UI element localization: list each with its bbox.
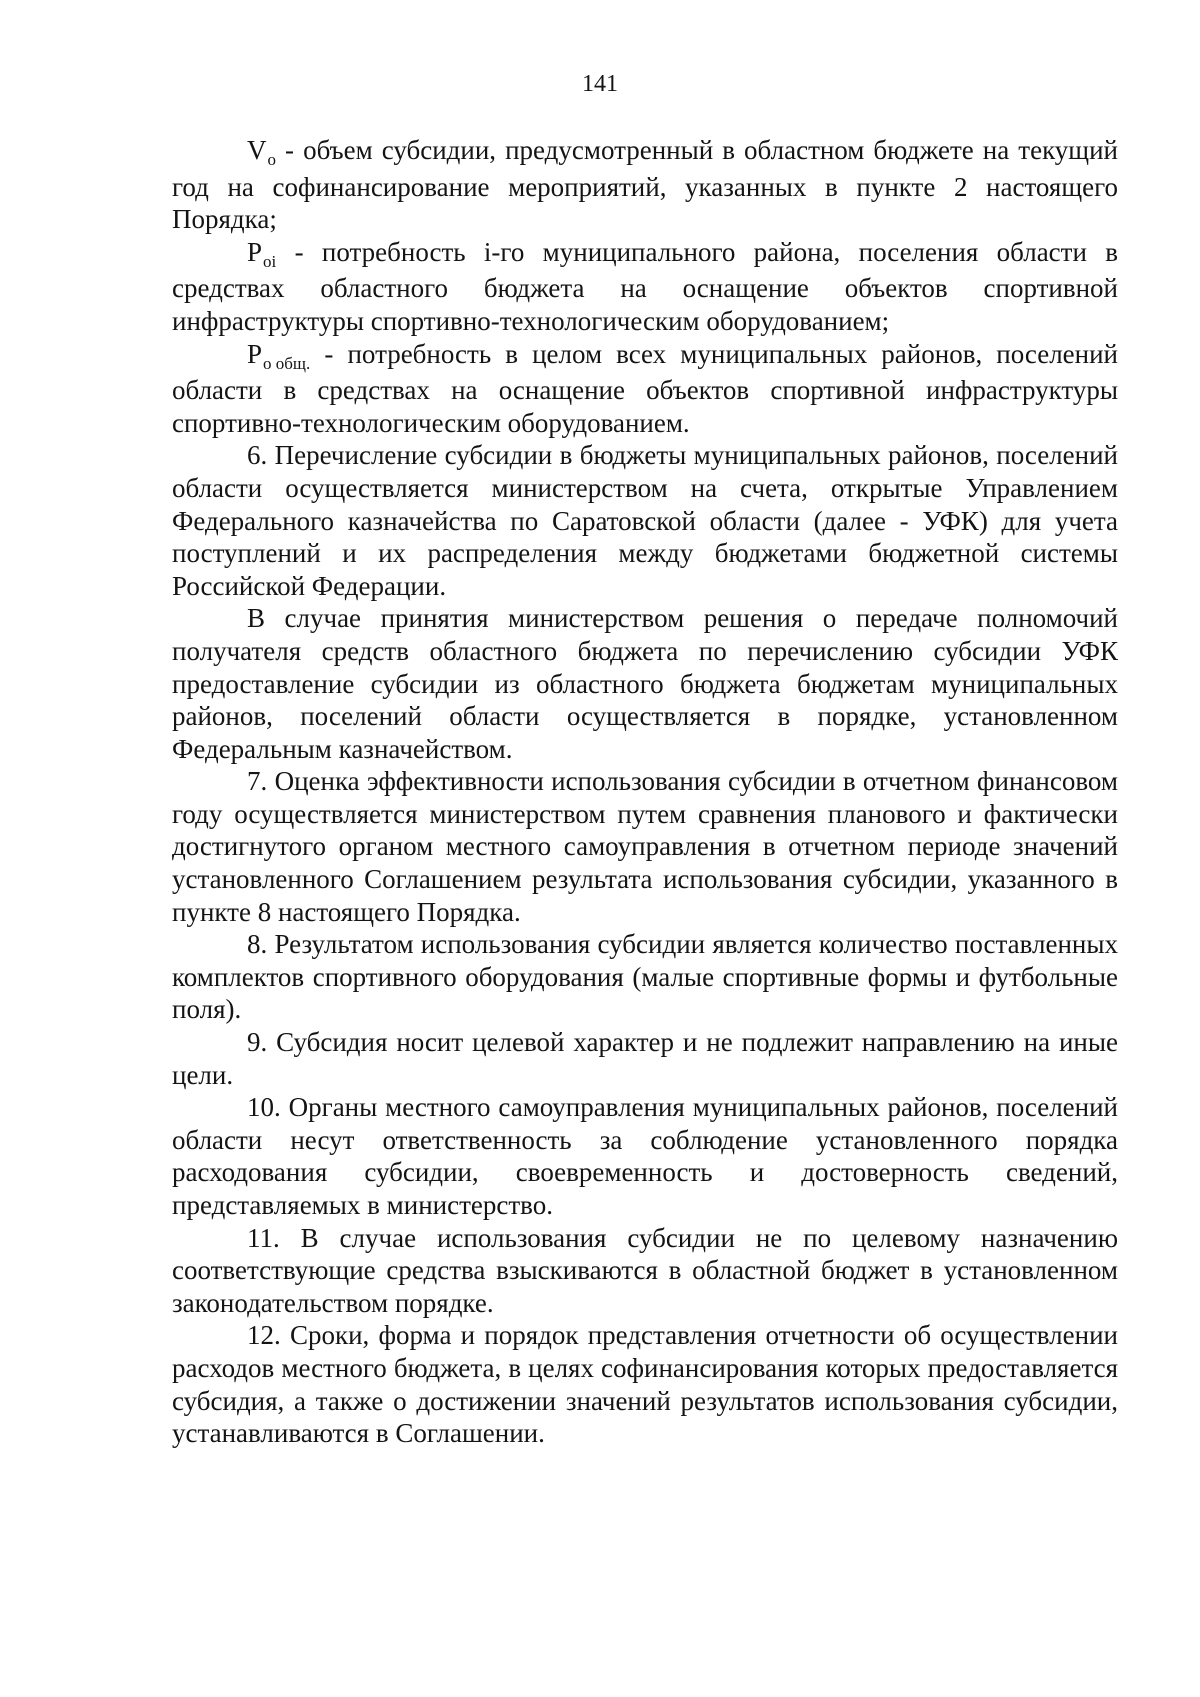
definition-text: - объем субсидии, предусмотренный в областном бюджете на текущий год на софинансирование мероприятий, указанных в пункте 2 настоящего Порядка; <box>172 135 1118 235</box>
paragraph-item-8: 8. Результатом использования субсидии является количество поставленных комплектов спортивного оборудования (малые спортивные формы и футбольные поля). <box>172 929 1118 1025</box>
paragraph-item-12: 12. Сроки, форма и порядок представления отчетности об осуществлении расходов местного бюджета, в целях софинансирования которых предоставляется субсидия, а также о достижении значений результатов использования субсидии, устанавливаются в Соглашении. <box>172 1320 1118 1449</box>
symbol-subscript: o <box>267 150 276 169</box>
definition-text: - потребность i-го муниципального района, поселения области в средствах областного бюджета на оснащение объектов спортивной инфраструктуры спортивно-технологическим оборудованием; <box>172 236 1118 336</box>
definition-v0 <box>172 134 1118 236</box>
symbol-base: V <box>247 135 267 165</box>
symbol-pobsh <box>247 338 310 375</box>
definition-text: - потребность в целом всех муниципальных районов, поселений области в средствах на оснащение объектов спортивной инфраструктуры спортивно-технологическим оборудованием. <box>172 338 1119 438</box>
paragraph-item-7: 7. Оценка эффективности использования субсидии в отчетном финансовом году осуществляется министерством путем сравнения планового и фактически достигнутого органом местного самоуправления в отчетном периоде значений установленного Соглашением результата использования субсидии, указанного в пункте 8 настоящего Порядка. <box>172 766 1118 927</box>
symbol-poi <box>247 236 276 273</box>
paragraph-item-6: 6. Перечисление субсидии в бюджеты муниципальных районов, поселений области осуществляется министерством на счета, открытые Управлением Федерального казначейства по Саратовской области (далее - УФК) для учета поступлений и их распределения между бюджетами бюджетной системы Российской Федерации. <box>172 440 1118 601</box>
definition-poi <box>172 236 1118 338</box>
paragraph-item-10: 10. Органы местного самоуправления муниципальных районов, поселений области несут ответственность за соблюдение установленного порядка расходования субсидии, своевременность и достоверность сведений, представляемых в министерство. <box>172 1092 1118 1220</box>
page-number: 141 <box>582 71 618 97</box>
paragraph-item-11: 11. В случае использования субсидии не по целевому назначению соответствующие средства взыскиваются в областной бюджет в установленном законодательством порядке. <box>172 1222 1118 1318</box>
document-body <box>172 134 1118 1450</box>
symbol-subscript: o общ. <box>263 353 311 373</box>
definition-pobsh <box>172 338 1118 440</box>
symbol-v0 <box>247 134 276 171</box>
symbol-base: P <box>247 338 263 369</box>
paragraph-item-6-continued: В случае принятия министерством решения о передаче полномочий получателя средств областного бюджета по перечислению субсидии УФК предоставление субсидии из областного бюджета бюджетам муниципальных районов, поселений области осуществляется в порядке, установленном Федеральным казначейством. <box>172 603 1118 764</box>
symbol-subscript: oi <box>263 251 277 271</box>
paragraph-item-9: 9. Субсидия носит целевой характер и не подлежит направлению на иные цели. <box>172 1027 1118 1090</box>
symbol-base: P <box>247 236 263 267</box>
